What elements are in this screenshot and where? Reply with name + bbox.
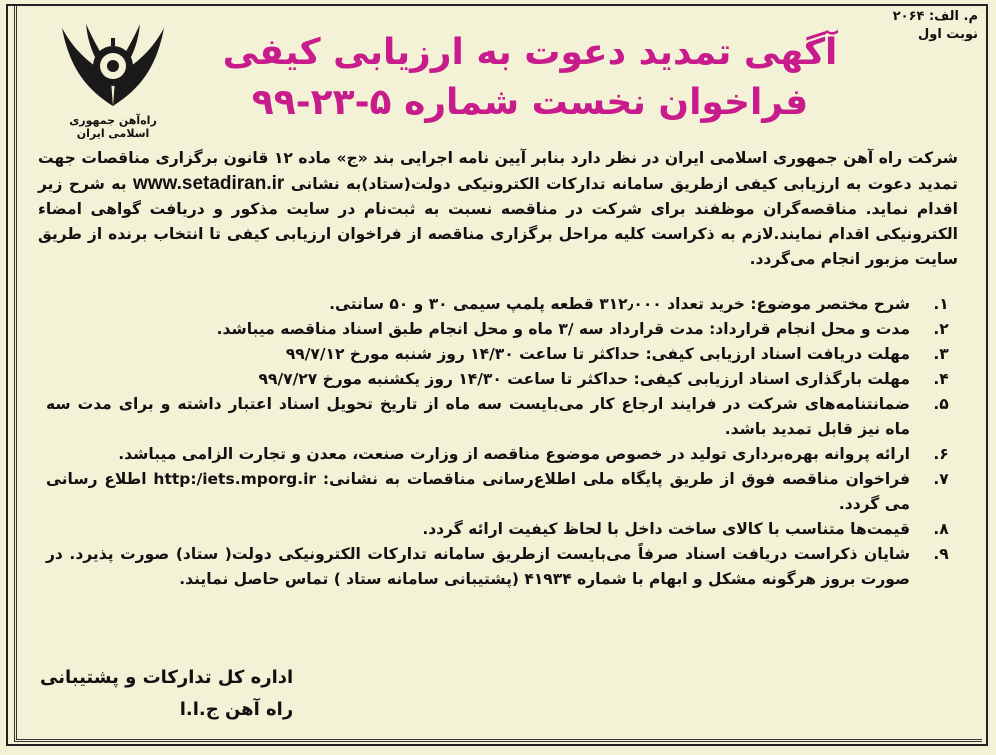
publication-round: نوبت اول — [917, 27, 978, 42]
item-text: مهلت دریافت اسناد ارزیابی کیفی: حداکثر تا ساعت ۱۴/۳۰ روز شنبه مورخ ۹۹/۷/۱۲ — [285, 345, 910, 363]
list-item — [46, 467, 956, 517]
list-item — [46, 392, 956, 442]
item-text: شرح مختصر موضوع: خرید تعداد ۳۱۲٫۰۰۰ قطعه پلمپ سیمی ۳۰ و ۵۰ سانتی. — [329, 295, 910, 313]
item-text: شایان ذکراست دریافت اسناد صرفاً می‌بایست ازطریق سامانه تدارکات الکترونیکی دولت( ستاد) صورت پذیرد. در صورت بروز هرگونه مشکل و ابهام با شماره ۴۱۹۳۴ (پشتیبانی سامانه ستاد ) تماس حاصل نمایند. — [46, 545, 910, 588]
item-text: مهلت بارگذاری اسناد ارزیابی کیفی: حداکثر تا ساعت ۱۴/۳۰ روز یکشنبه مورخ ۹۹/۷/۲۷ — [258, 370, 910, 388]
setad-website-link[interactable]: www.setadiran.ir — [132, 173, 285, 194]
logo-caption: راه‌آهن جمهوری اسلامی ایران — [69, 114, 157, 140]
signature-block — [40, 662, 293, 726]
item-number: ۷. — [933, 470, 949, 488]
reference-number: م. الف: ۲۰۶۴ — [892, 9, 978, 24]
item-text: ارائه پروانه بهره‌برداری تولید در خصوص موضوع مناقصه از وزارت صنعت، معدن و تجارت الزامی میباشد. — [118, 445, 910, 463]
list-item — [46, 317, 956, 342]
winged-wheel-emblem-icon — [48, 10, 178, 114]
signature-organization: راه آهن ج.ا.ا — [179, 699, 294, 720]
conditions-list — [46, 292, 956, 592]
reference-block — [893, 8, 978, 44]
item-number: ۱. — [933, 295, 949, 313]
item-number: ۵. — [933, 395, 949, 413]
list-item — [46, 292, 956, 317]
item-number: ۲. — [933, 320, 949, 338]
intro-text-before: شرکت راه آهن جمهوری اسلامی ایران در نظر دارد بنابر آیین نامه اجرایی بند «ج» ماده ۱۲ قانون برگزاری مناقصات جهت تمدید دعوت به ارزیابی کیفی ازطریق سامانه تدارکات الکترونیکی دولت(ستاد)به نشانی — [38, 149, 958, 193]
announcement-title: آگهی تمدید دعوت به ارزیابی کیفی — [222, 32, 838, 73]
intro-paragraph — [38, 146, 958, 272]
list-item — [46, 442, 956, 467]
item-text: ضمانتنامه‌های شرکت در فرایند ارجاع کار می‌بایست سه ماه از تاریخ تحویل اسناد اعتبار داشته و برای مدت سه ماه نیز قابل تمدید باشد. — [46, 395, 910, 438]
item-text: مدت و محل انجام قرارداد: مدت قرارداد سه /۳ ماه و محل انجام طبق اسناد مناقصه میباشد. — [216, 320, 910, 338]
tender-number-title: فراخوان نخست شماره ۵-۲۳-۹۹ — [251, 82, 809, 123]
item-text: فراخوان مناقصه فوق از طریق پایگاه ملی اطلاع‌رسانی مناقصات به نشانی: http:/iets.mporg.ir اطلاع رسانی می گردد. — [46, 470, 910, 513]
item-number: ۳. — [933, 345, 949, 363]
item-number: ۸. — [933, 520, 949, 538]
item-number: ۶. — [933, 445, 949, 463]
item-text: قیمت‌ها متناسب با کالای ساخت داخل با لحاظ کیفیت ارائه گردد. — [422, 520, 910, 538]
railway-logo — [48, 10, 178, 138]
list-item — [46, 517, 956, 542]
list-item — [46, 542, 956, 592]
item-number: ۴. — [933, 370, 949, 388]
list-item — [46, 367, 956, 392]
signature-department: اداره کل تدارکات و پشتیبانی — [40, 667, 294, 688]
item-number: ۹. — [933, 545, 949, 563]
intro-text-after: به شرح زیر اقدام نماید. مناقصه‌گران موظفند برای شرکت در مناقصه نسبت به ثبت‌نام در سایت مذکور و دریافت گواهی امضاء الکترونیکی اقدام نمایند.لازم به ذکراست کلیه مراحل برگزاری مناقصه از فراخوان ارزیابی کیفی تا انتخاب برنده از طریق سایت مزبور انجام می‌گردد. — [38, 175, 958, 268]
list-item — [46, 342, 956, 367]
